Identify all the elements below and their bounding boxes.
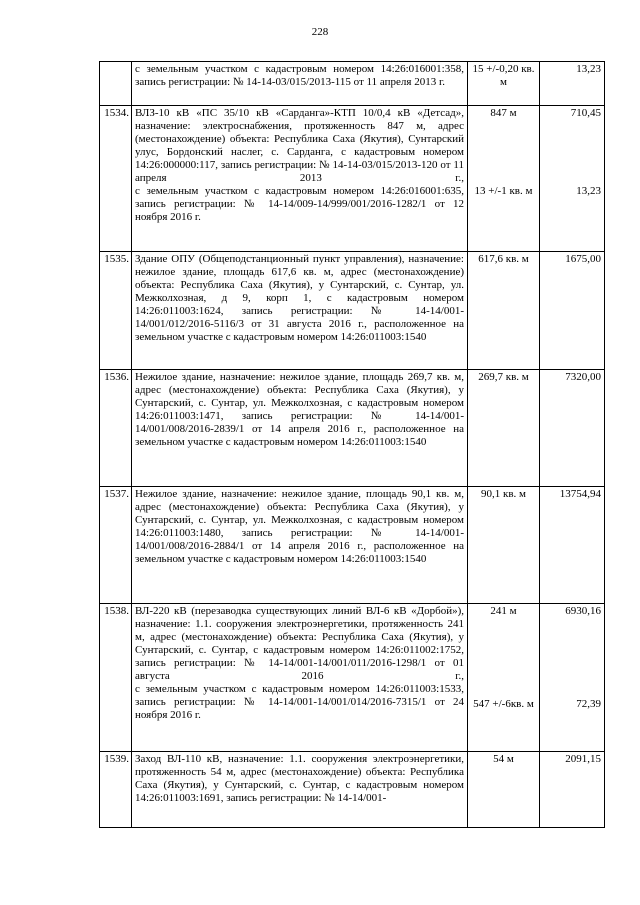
row-area: [468, 106, 540, 252]
price-value: 2091,15: [565, 753, 601, 765]
row-price: [540, 370, 605, 487]
row-price: [540, 487, 605, 604]
price-value: 710,45: [570, 107, 601, 119]
row-description: [132, 370, 468, 487]
row-price: [540, 752, 605, 828]
area-value: 90,1 кв. м: [481, 488, 526, 500]
price-value: 6930,16: [565, 605, 601, 617]
area-value: 54 м: [493, 753, 514, 765]
description-paragraph: Заход ВЛ-110 кВ, назначение: 1.1. сооружения электроэнергетики, протяженность 54 м, адрес (местонахождение) объекта: Республика Саха (Якутия), у Сунтарский, с. Сунтар, с кадастровым номером 14:26:011003:1691, запись регистрации: № 14-14/001-: [135, 753, 464, 804]
table-row: [100, 252, 605, 370]
row-number: 1534.: [100, 106, 132, 252]
area-value: 617,6 кв. м: [478, 253, 529, 265]
row-number: 1537.: [100, 487, 132, 604]
area-value: 13 +/-1 кв. м: [474, 185, 533, 197]
row-area: [468, 252, 540, 370]
table-row: [100, 604, 605, 752]
description-paragraph: ВЛЗ-10 кВ «ПС 35/10 кВ «Сарданга»-КТП 10/0,4 кВ «Детсад», назначение: электроснабжения, протяженность 847 м, адрес (местонахождение) объекта: Республика Саха (Якутия), Сунтарский улус, Бордонский наслег, с. Сарданга, с кадастровым номером 14:26:000000:117, запись регистрации: № 14-14-03/015/2013-120 от 11 апреля 2013 г.,: [135, 107, 464, 184]
row-number: 1539.: [100, 752, 132, 828]
table-row: [100, 106, 605, 252]
row-area: [468, 62, 540, 106]
page-number: 228: [311, 26, 329, 38]
price-value: 72,39: [576, 698, 601, 710]
table-row: [100, 370, 605, 487]
description-paragraph: с земельным участком с кадастровым номером 14:26:016001:635, запись регистрации: № 14-14/009-14/999/001/2016-1282/1 от 12 ноября 2016 г.: [135, 185, 464, 223]
row-description: [132, 252, 468, 370]
description-paragraph: с земельным участком с кадастровым номером 14:26:016001:358, запись регистрации: № 14-14-03/015/2013-115 от 11 апреля 2013 г.: [135, 63, 464, 88]
row-area: [468, 604, 540, 752]
description-paragraph: Нежилое здание, назначение: нежилое здание, площадь 269,7 кв. м, адрес (местонахождение) объекта: Республика Саха (Якутия), у Сунтарский, с. Сунтар, ул. Межколхозная, с кадастровым номером 14:26:011003:1471, запись регистрации: № 14-14/001-14/001/008/2016-2839/1 от 14 апреля 2016 г., расположенное на земельном участке с кадастровым номером 14:26:011003:1540: [135, 371, 464, 448]
property-table: [99, 61, 605, 828]
area-value: 269,7 кв. м: [478, 371, 529, 383]
row-number: 1538.: [100, 604, 132, 752]
row-number: [100, 62, 132, 106]
row-description: [132, 62, 468, 106]
table-row: [100, 752, 605, 828]
row-description: [132, 752, 468, 828]
price-value: 13,23: [576, 63, 601, 75]
row-area: [468, 752, 540, 828]
description-paragraph: ВЛ-220 кВ (перезаводка существующих линий ВЛ-6 кВ «Дорбой»), назначение: 1.1. сооружения электроэнергетики, протяженность 241 м, адрес (местонахождение) объекта: Республика Саха (Якутия), у Сунтарский, с. Сунтар, с кадастровым номером 14:26:011002:1752, запись регистрации: № 14-14/001-14/001/011/2016-1298/1 от 01 августа 2016 г.,: [135, 605, 464, 682]
area-value: 241 м: [490, 605, 517, 617]
row-price: [540, 62, 605, 106]
row-area: [468, 370, 540, 487]
row-price: [540, 106, 605, 252]
price-value: 13,23: [576, 185, 601, 197]
description-paragraph: с земельным участком с кадастровым номером 14:26:011003:1533, запись регистрации: № 14-14/001-14/001/014/2016-7315/1 от 24 ноября 2016 г.: [135, 683, 464, 721]
row-price: [540, 604, 605, 752]
price-value: 7320,00: [565, 371, 601, 383]
row-description: [132, 487, 468, 604]
area-value: 15 +/-0,20 кв. м: [472, 63, 535, 88]
row-number: 1535.: [100, 252, 132, 370]
area-value: 847 м: [490, 107, 517, 119]
description-paragraph: Здание ОПУ (Общеподстанционный пункт управления), назначение: нежилое здание, площадь 617,6 кв. м, адрес (местонахождение) объекта: Республика Саха (Якутия), у Сунтарский, с. Сунтар, ул. Межколхозная, д 9, корп 1, с кадастровым номером 14:26:011003:1624, запись регистрации: № 14-14/001-14/001/012/2016-5116/3 от 31 августа 2016 г., расположенное на земельном участке с кадастровым номером 14:26:011003:1540: [135, 253, 464, 343]
price-value: 13754,94: [559, 488, 601, 500]
area-value: 547 +/-6кв. м: [473, 698, 534, 710]
description-paragraph: Нежилое здание, назначение: нежилое здание, площадь 90,1 кв. м, адрес (местонахождение) объекта: Республика Саха (Якутия), у Сунтарский, с. Сунтар, ул. Межколхозная, с кадастровым номером 14:26:011003:1480, запись регистрации: № 14-14/001-14/001/008/2016-2884/1 от 14 апреля 2016 г., расположенное на земельном участке с кадастровым номером 14:26:011003:1540: [135, 488, 464, 565]
row-number: 1536.: [100, 370, 132, 487]
table-row: [100, 62, 605, 106]
table-row: [100, 487, 605, 604]
price-value: 1675,00: [565, 253, 601, 265]
row-description: [132, 106, 468, 252]
row-description: [132, 604, 468, 752]
row-price: [540, 252, 605, 370]
row-area: [468, 487, 540, 604]
